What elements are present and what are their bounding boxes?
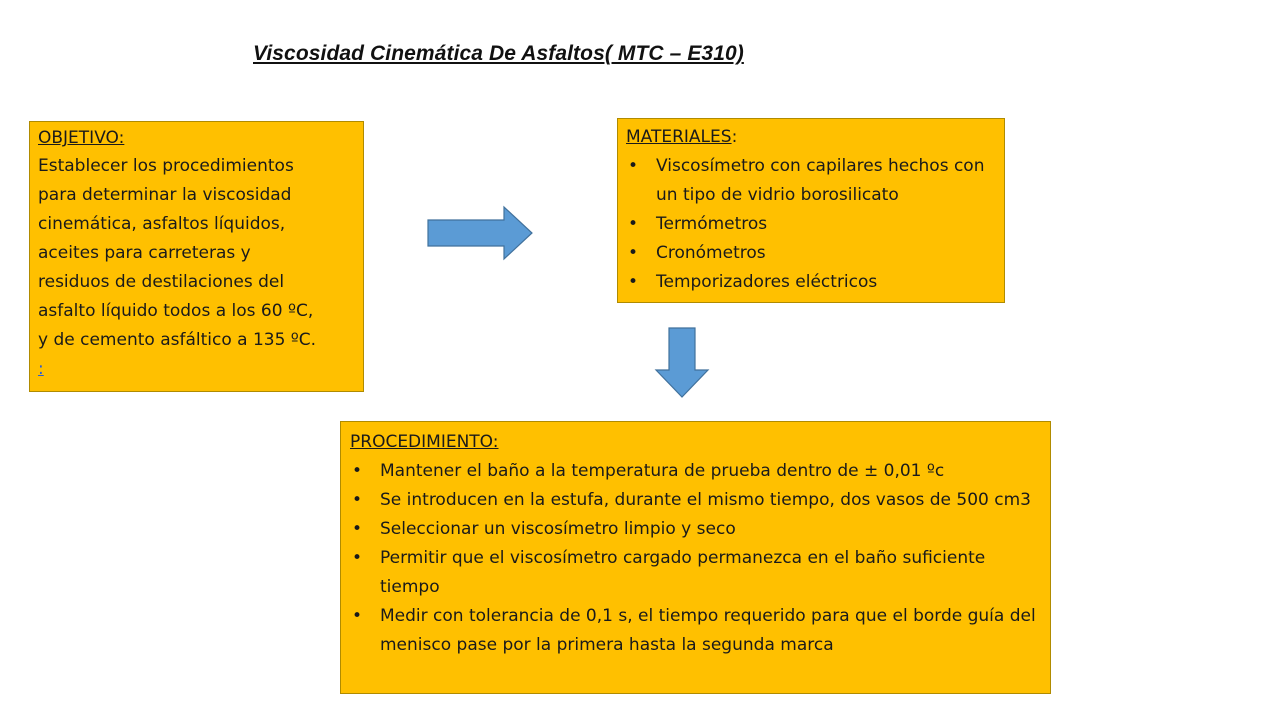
objetivo-box xyxy=(29,121,364,392)
procedimiento-item-text: Medir con tolerancia de 0,1 s, el tiempo requerido para que el borde guía del menisco pase por la primera hasta la segunda marca xyxy=(380,606,1036,655)
objetivo-line: aceites para carreteras y xyxy=(38,243,251,263)
materiales-heading-suffix: : xyxy=(731,127,738,147)
objetivo-line: para determinar la viscosidad xyxy=(38,185,292,205)
bullet-icon: • xyxy=(628,156,639,176)
procedimiento-item-text: Permitir que el viscosímetro cargado permanezca en el baño suficiente tiempo xyxy=(380,548,986,597)
list-item xyxy=(350,544,1046,602)
materiales-item-text: Cronómetros xyxy=(656,243,766,263)
list-item xyxy=(626,239,1000,268)
objetivo-line: asfalto líquido todos a los 60 ºC, xyxy=(38,301,314,321)
materiales-list xyxy=(626,152,1000,297)
objetivo-line: Establecer los procedimientos xyxy=(38,156,294,176)
down-arrow-icon xyxy=(652,326,712,401)
procedimiento-heading: PROCEDIMIENTO: xyxy=(350,432,499,452)
list-item xyxy=(626,268,1000,297)
objetivo-line: cinemática, asfaltos líquidos, xyxy=(38,214,286,234)
list-item xyxy=(350,515,1046,544)
list-item xyxy=(350,457,1046,486)
right-arrow-shape xyxy=(428,207,532,259)
bullet-icon: • xyxy=(352,519,363,539)
materiales-item-text: Temporizadores eléctricos xyxy=(656,272,878,292)
page-title: Viscosidad Cinemática De Asfaltos( MTC – E310) xyxy=(253,42,744,65)
materiales-box xyxy=(617,118,1005,303)
bullet-icon: • xyxy=(628,272,639,292)
bullet-icon: • xyxy=(628,214,639,234)
bullet-icon: • xyxy=(352,548,363,568)
list-item xyxy=(350,602,1046,660)
list-item xyxy=(626,152,1000,210)
down-arrow-shape xyxy=(656,328,708,397)
list-item xyxy=(350,486,1046,515)
procedimiento-item-text: Seleccionar un viscosímetro limpio y seco xyxy=(380,519,736,539)
procedimiento-item-text: Mantener el baño a la temperatura de prueba dentro de ± 0,01 ºc xyxy=(380,461,945,481)
materiales-item-text: Viscosímetro con capilares hechos con un tipo de vidrio borosilicato xyxy=(656,156,985,205)
procedimiento-item-text: Se introducen en la estufa, durante el mismo tiempo, dos vasos de 500 cm3 xyxy=(380,490,1031,510)
procedimiento-box xyxy=(340,421,1051,694)
materiales-heading-row xyxy=(626,123,1000,152)
objetivo-link[interactable]: : xyxy=(38,359,44,379)
objetivo-heading: OBJETIVO: xyxy=(38,128,125,148)
bullet-icon: • xyxy=(352,490,363,510)
procedimiento-list xyxy=(350,457,1046,660)
bullet-icon: • xyxy=(628,243,639,263)
bullet-icon: • xyxy=(352,606,363,626)
objetivo-line: y de cemento asfáltico a 135 ºC. xyxy=(38,330,317,350)
materiales-heading: MATERIALES xyxy=(626,127,732,147)
list-item xyxy=(626,210,1000,239)
objetivo-text xyxy=(38,152,359,355)
bullet-icon: • xyxy=(352,461,363,481)
right-arrow-icon xyxy=(426,204,536,264)
materiales-item-text: Termómetros xyxy=(656,214,768,234)
objetivo-line: residuos de destilaciones del xyxy=(38,272,285,292)
